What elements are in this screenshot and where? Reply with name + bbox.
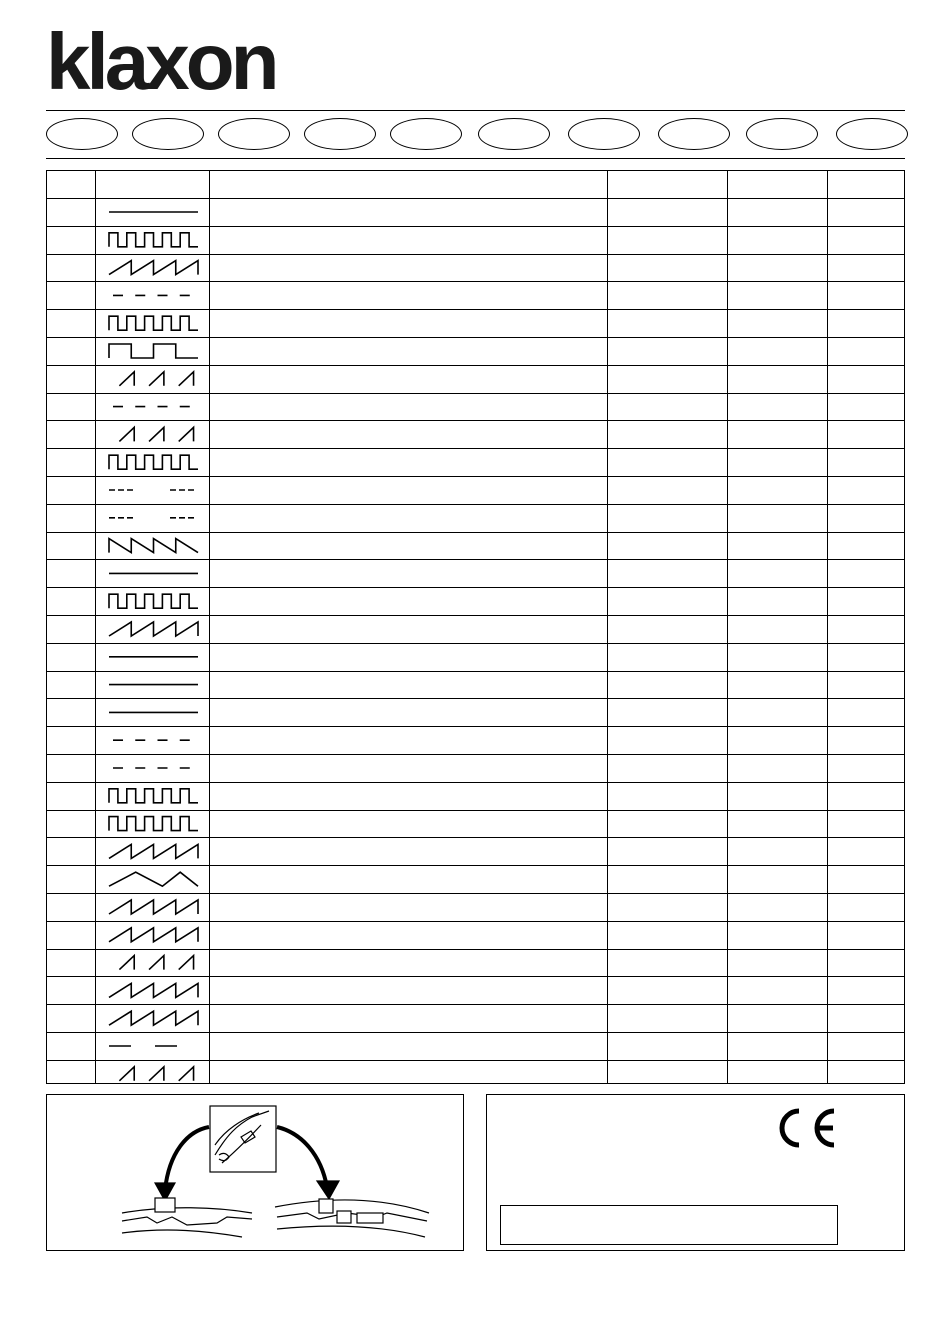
install-panel — [46, 1094, 464, 1251]
ce-mark-icon — [771, 1105, 841, 1151]
tone-pattern-saw-gapped — [119, 372, 193, 386]
tone-pattern-saw-up — [109, 900, 198, 914]
tone-pattern-triangle — [109, 872, 198, 886]
tone-pattern-square — [109, 789, 198, 803]
tone-pattern-saw-up — [109, 928, 198, 942]
brand-logo: klaxon — [46, 17, 276, 106]
dip-switch-removal-illustration — [47, 1095, 462, 1249]
tone-pattern-square — [109, 455, 198, 469]
tone-pattern-square-slow — [109, 344, 198, 358]
tone-pattern-saw-up — [109, 844, 198, 858]
tone-pattern-saw-up — [109, 983, 198, 997]
tone-pattern-square — [109, 817, 198, 831]
reference-box — [500, 1205, 838, 1245]
tone-pattern-square — [109, 316, 198, 330]
tone-pattern-square — [109, 594, 198, 608]
tone-pattern-saw-gapped — [119, 427, 193, 441]
tone-pattern-saw-up — [109, 622, 198, 636]
certification-panel — [486, 1094, 905, 1251]
tone-pattern-saw-gapped — [119, 956, 193, 970]
tone-pattern-saw-down — [109, 539, 198, 553]
tone-pattern-saw-up — [109, 261, 198, 275]
tone-pattern-saw-gapped — [119, 1067, 193, 1081]
tone-pattern-square — [109, 233, 198, 247]
tone-pattern-saw-up — [109, 1011, 198, 1025]
